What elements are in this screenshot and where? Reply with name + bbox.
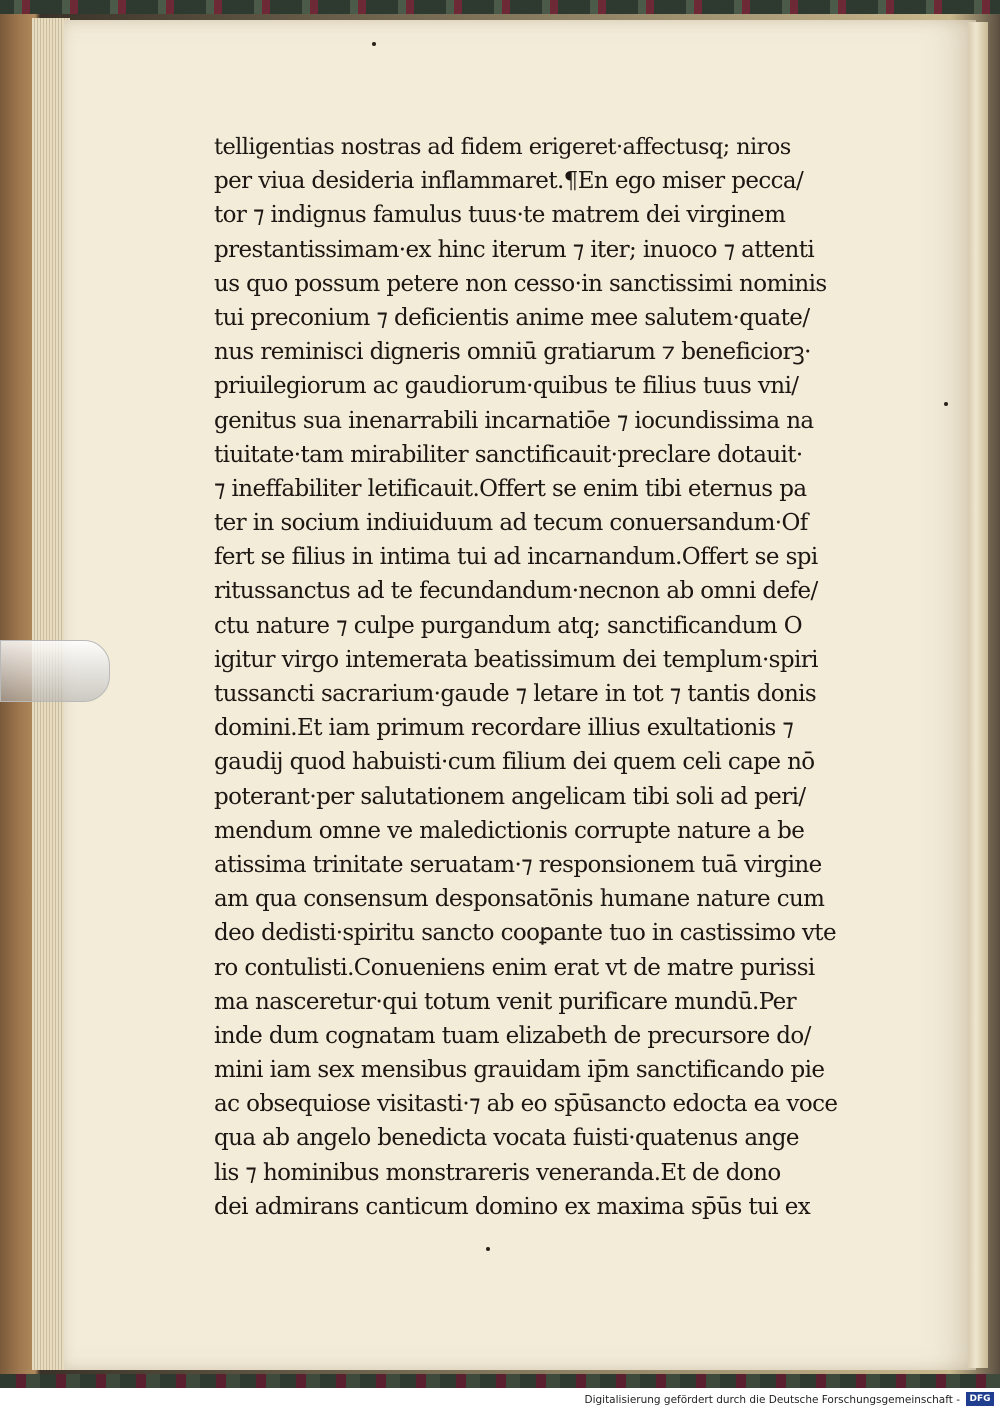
digitization-credit: Digitalisierung gefördert durch die Deutsche Forschungsgemeinschaft - [584,1394,960,1406]
text-line: tussancti sacrarium·gaude ⁊ letare in tot ⁊ tantis donis [214,681,817,707]
text-line: fert se filius in intima tui ad incarnandum.Offert se spi [214,544,818,571]
text-line: ter in socium indiuiduum ad tecum conuersandum·Of [214,510,808,537]
ink-speck [372,42,376,46]
text-line: qua ab angelo benedicta vocata fuisti·quatenus ange [214,1125,799,1152]
printed-text-block [214,130,884,1224]
text-line: us quo possum petere non cesso·in sanctissimi nominis [214,270,827,297]
binding-bottom-edge [0,1374,1000,1388]
binding-top-edge [0,0,1000,14]
dfg-logo: DFG [966,1392,994,1406]
text-line: gaudij quod habuisti·cum filium dei quem celi cape nō [214,749,815,776]
text-line: mendum omne ve maledictionis corrupte nature a be [214,817,805,844]
text-line: per viua desideria inflammaret.¶En ego miser pecca/ [214,168,804,195]
text-line: tui preconium ⁊ deficientis anime mee salutem·quate/ [214,304,810,331]
text-line: lis ⁊ hominibus monstrareris veneranda.Et de dono [214,1159,781,1186]
text-line: ac obsequiose visitasti·⁊ ab eo sp̄ūsancto edocta ea voce [214,1091,838,1118]
text-line: tiuitate·tam mirabiliter sanctificauit·preclare dotauit· [214,441,803,468]
text-line: prestantissimam·ex hinc iterum ⁊ iter; inuoco ⁊ attenti [214,236,815,263]
text-line: deo dedisti·spiritu sancto cooꝑante tuo in castissimo vte [214,920,836,947]
text-line: telligentias nostras ad fidem erigeret·affectusq; niros [214,134,791,160]
text-line: ritussanctus ad te fecundandum·necnon ab omni defe/ [214,578,818,605]
text-line: ma nasceretur·qui totum venit purificare mundū.Per [214,988,797,1015]
plastic-page-clip [0,640,110,702]
text-line: dei admirans canticum domino ex maxima sp̄ūs tui ex [214,1193,811,1220]
text-line: genitus sua inenarrabili incarnatiōe ⁊ iocundissima na [214,407,814,434]
text-line: atissima trinitate seruatam·⁊ responsionem tuā virgine [214,851,822,878]
text-line: tor ⁊ indignus famulus tuus·te matrem dei virginem [214,202,786,229]
text-line: am qua consensum desponsatōnis humane nature cum [214,886,825,913]
page-gutter [968,22,988,1368]
text-line: ⁊ ineffabiliter letificauit.Offert se enim tibi eternus pa [214,475,807,502]
text-line: ro contulisti.Conueniens enim erat vt de matre purissi [214,954,815,981]
text-line: nus reminisci digneris omniū gratiarum ⁊ beneficiorꝫ· [214,339,811,366]
text-line: priuilegiorum ac gaudiorum·quibus te filius tuus vni/ [214,373,799,400]
text-line: poterant·per salutationem angelicam tibi soli ad peri/ [214,783,806,810]
text-line: domini.Et iam primum recordare illius exultationis ⁊ [214,715,794,742]
text-line: inde dum cognatam tuam elizabeth de precursore do/ [214,1022,811,1049]
text-line: ctu nature ⁊ culpe purgandum atq; sanctificandum O [214,612,802,639]
ink-speck [486,1247,490,1251]
text-line: mini iam sex mensibus grauidam ip̄m sanctificando pie [214,1057,825,1084]
text-line: igitur virgo intemerata beatissimum dei templum·spiri [214,646,818,673]
ink-speck [944,402,948,406]
